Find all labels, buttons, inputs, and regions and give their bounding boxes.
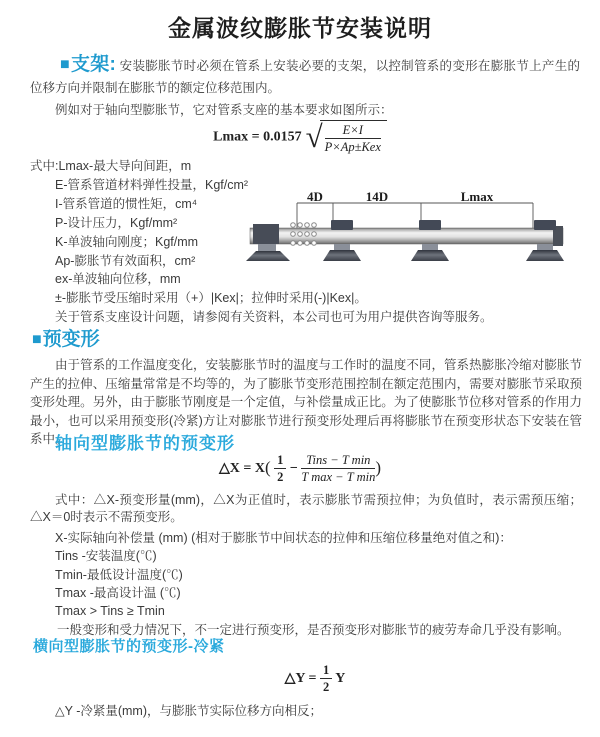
- radical-sign: √ $\frac{E\times I}{\text{P×Ap±Kex}}$: [306, 120, 387, 155]
- definition-item: ex-单波轴向位移，mm: [55, 272, 181, 287]
- formula-lmax-eq: =: [251, 129, 260, 145]
- formula-ax-x: X: [254, 461, 265, 477]
- axial-definition-item: X-实际轴向补偿量 (mm) (相对于膨胀节中间状态的拉伸和压缩位移量绝对值之和)：: [55, 531, 512, 545]
- lateral-note: △Y -冷紧量(mm)，与膨胀节实际位移方向相反；: [55, 704, 323, 718]
- dimension-label-14d: 14D: [365, 192, 389, 204]
- definition-item: ±-膨胀节受压缩时采用（+）|Kex|；拉伸时采用(-)|Kex|。: [55, 291, 367, 306]
- axial-definition-item: Tmax > Tins ≥ Tmin: [55, 604, 165, 619]
- formula-lmax-lhs: Lmax: [213, 129, 249, 145]
- dimension-label-4d: 4D: [307, 192, 323, 204]
- formula-lmax-coef: 0.0157: [263, 129, 302, 145]
- close-paren: ): [375, 458, 382, 478]
- open-paren: (: [264, 458, 271, 478]
- formula-lat-rhs: Y: [335, 671, 346, 687]
- definition-item: P-设计压力，Kgf/mm²: [55, 215, 178, 230]
- support-example-line: 例如对于轴向型膨胀节，它对管系支座的基本要求如图所示：: [55, 103, 393, 117]
- formula-ax-eq: =: [243, 461, 252, 477]
- square-bullet-icon: ■: [32, 331, 42, 348]
- axial-explain-paragraph: 式中：△X-预变形量(mm)，△X为正值时，表示膨胀节需预拉伸；为负值时，表示需预压缩；△X＝0时表示不需预变形。: [30, 493, 582, 524]
- one-half-fraction: $\frac{1}{2}$: [320, 663, 332, 695]
- axial-subheading: 轴向型膨胀节的预变形: [55, 434, 235, 453]
- formula-axial-preform: [0, 453, 600, 485]
- formula-lat-lhs: △Y: [284, 671, 305, 687]
- support-section-heading: [60, 54, 116, 75]
- temperature-fraction: $\frac{\text{Tins − T min}}{\text{T max − T min}}$: [301, 453, 376, 485]
- axial-note: 一般变形和受力情况下，不一定进行预变形，是否预变形对膨胀节的疲劳寿命几乎没有影响。: [57, 623, 570, 637]
- dimension-label-lmax: Lmax: [460, 192, 494, 204]
- pipe: [250, 228, 563, 244]
- formula-lateral-preform: [0, 663, 600, 695]
- axial-definition-list: [55, 529, 512, 620]
- formula-lat-eq: =: [308, 671, 317, 687]
- one-half-fraction: $\frac{1}{2}$: [274, 453, 286, 485]
- formula-ax-lhs: △X: [218, 461, 240, 477]
- axial-definition-item: Tins -安装温度(℃): [55, 549, 157, 564]
- support-note: 关于管系支座设计问题，请参阅有关资料，本公司也可为用户提供咨询等服务。: [55, 310, 493, 325]
- pipe-support-diagram: [245, 192, 600, 289]
- formula-lmax-fraction: $\frac{E\times I}{\text{P×Ap±Kex}}$: [324, 123, 381, 155]
- page-title: 金属波纹膨胀节安装说明: [168, 15, 432, 41]
- axial-definition-item: Tmin-最低设计温度(℃): [55, 567, 183, 582]
- support-intro-text: 安装膨胀节时必须在管系上安装必要的支架，以控制管系的变形在膨胀节上产生的位移方向并限制在膨胀节的额定位移范围内。: [30, 59, 580, 95]
- support-heading-label: 支架:: [70, 54, 116, 75]
- support-section-paragraph: [30, 54, 580, 99]
- axial-definition-item: Tmax -最高设计温 (℃): [55, 585, 181, 600]
- definition-item: Ap-膨胀节有效面积，cm²: [55, 253, 196, 268]
- definition-item: E-管系管道材料弹性投量，Kgf/cm²: [55, 177, 249, 192]
- minus-sign: −: [289, 461, 298, 477]
- formula-lmax: [0, 120, 600, 155]
- lateral-subheading: 横向型膨胀节的预变形-冷紧: [33, 638, 225, 655]
- definition-item: 式中:Lmax-最大导向间距，m: [30, 159, 192, 173]
- preform-section-heading: [32, 324, 100, 351]
- definition-item: I-管系管道的惯性矩，cm⁴: [55, 196, 198, 211]
- preform-paragraph: 由于管系的工作温度变化，安装膨胀节时的温度与工作时的温度不同，管系热膨胀冷缩对膨胀节产生的拉伸、压缩量常常是不均等的，为了膨胀节变形范围控制在额定范围内，需要对膨胀节采取预变形处理。另外，由于膨胀节刚度是一个定值，与补偿量成正比。为了使膨胀节位移对管系的作用力最小，也可以采用预变形(冷紧)方让对膨胀节进行预变形处理后再将膨胀节在预变形状态下安装在管系中。: [30, 358, 582, 447]
- square-bullet-icon: ■: [60, 56, 70, 73]
- preform-heading-label: 预变形: [42, 329, 100, 350]
- definition-item: K-单波轴向刚度；Kgf/mm: [55, 234, 199, 249]
